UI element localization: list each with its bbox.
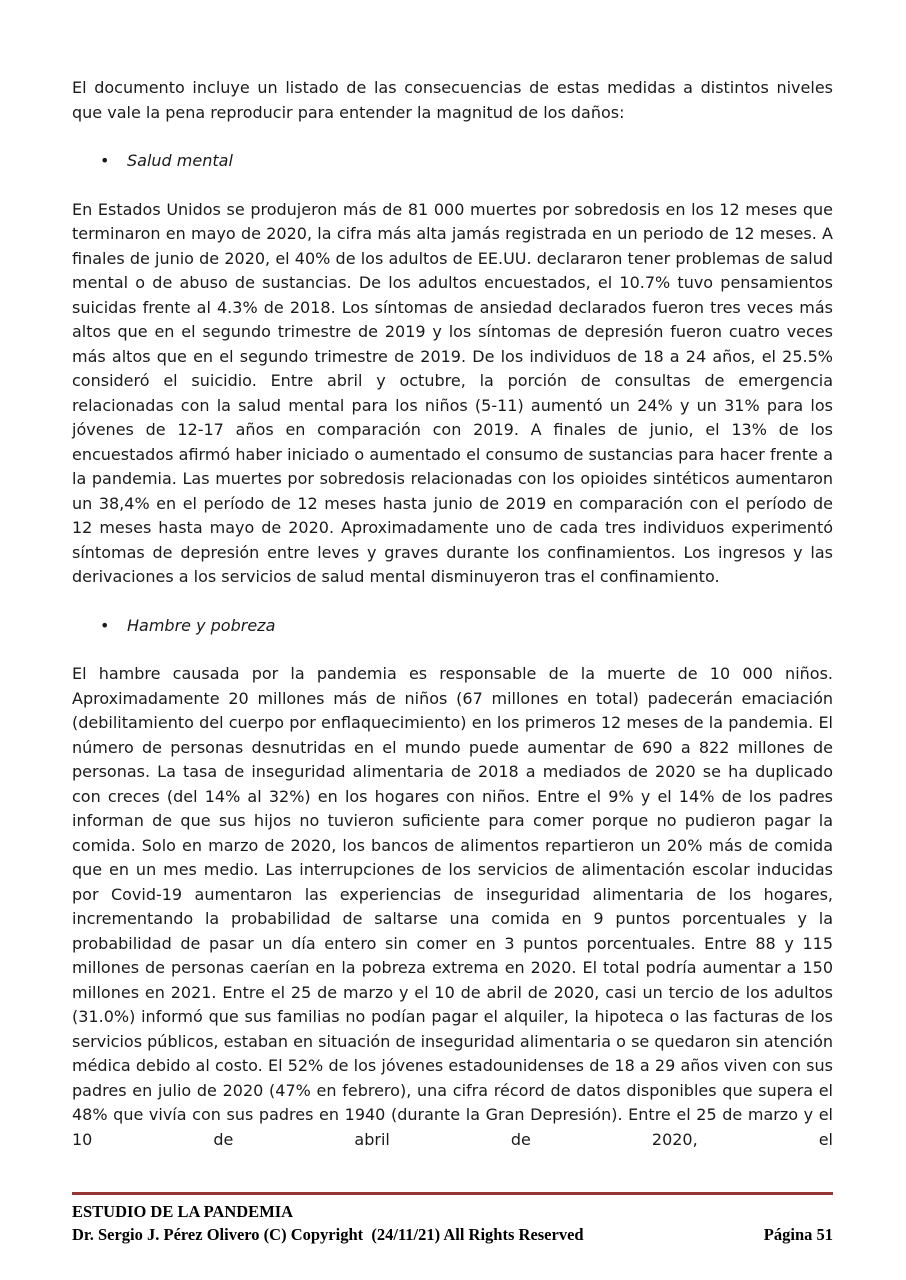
bullet-item-salud-mental: [72, 149, 833, 174]
footer-page-number: Página 51: [763, 1225, 833, 1244]
section-heading-salud-mental: Salud mental: [127, 151, 233, 170]
section-paragraph-hambre-y-pobreza: El hambre causada por la pandemia es responsable de la muerte de 10 000 niños. Aproximadamente 20 millones más de niños (67 millones en total) padecerán emaciación (debilitamiento del cuerpo por enflaquecimiento) en los primeros 12 meses de la pandemia. El número de personas desnutridas en el mundo puede aumentar de 690 a 822 millones de personas. La tasa de inseguridad alimentaria de 2018 a mediados de 2020 se ha duplicado con creces (del 14% al 32%) en los hogares con niños. Entre el 9% y el 14% de los padres informan de que sus hijos no tuvieron suficiente para comer porque no pudieron pagar la comida. Solo en marzo de 2020, los bancos de alimentos repartieron un 20% más de comida que en un mes medio. Las interrupciones de los servicios de alimentación escolar inducidas por Covid-19 aumentaron las experiencias de inseguridad alimentaria de los hogares, incrementando la probabilidad de saltarse una comida en 9 puntos porcentuales y la probabilidad de pasar un día entero sin comer en 3 puntos porcentuales. Entre 88 y 115 millones de personas caerían en la pobreza extrema en 2020. El total podría aumentar a 150 millones en 2021. Entre el 25 de marzo y el 10 de abril de 2020, casi un tercio de los adultos (31.0%) informó que sus familias no podían pagar el alquiler, la hipoteca o las facturas de los servicios públicos, estaban en situación de inseguridad alimentaria o se quedaron sin atención médica debido al costo. El 52% de los jóvenes estadounidenses de 18 a 29 años viven con sus padres en julio de 2020 (47% en febrero), una cifra récord de datos disponibles que supera el 48% que vivía con sus padres en 1940 (durante la Gran Depresión). Entre el 25 de marzo y el 10 de abril de 2020, el: [72, 664, 833, 1149]
section-paragraph-salud-mental: En Estados Unidos se produjeron más de 81 000 muertes por sobredosis en los 12 meses que terminaron en mayo de 2020, la cifra más alta jamás registrada en un periodo de 12 meses. A finales de junio de 2020, el 40% de los adultos de EE.UU. declararon tener problemas de salud mental o de abuso de sustancias. De los adultos encuestados, el 10.7% tuvo pensamientos suicidas frente al 4.3% de 2018. Los síntomas de ansiedad declarados fueron tres veces más altos que en el segundo trimestre de 2019 y los síntomas de depresión fueron cuatro veces más altos que en el segundo trimestre de 2019. De los individuos de 18 a 24 años, el 25.5% consideró el suicidio. Entre abril y octubre, la porción de consultas de emergencia relacionadas con la salud mental para los niños (5-11) aumentó un 24% y un 31% para los jóvenes de 12-17 años en comparación con 2019. A finales de junio, el 13% de los encuestados afirmó haber iniciado o aumentado el consumo de sustancias para hacer frente a la pandemia. Las muertes por sobredosis relacionadas con los opioides sintéticos aumentaron un 38,4% en el período de 12 meses hasta junio de 2019 en comparación con el período de 12 meses hasta mayo de 2020. Aproximadamente uno de cada tres individuos experimentó síntomas de depresión entre leves y graves durante los confinamientos. Los ingresos y las derivaciones a los servicios de salud mental disminuyeron tras el confinamiento.: [72, 199, 833, 586]
footer-rule: [72, 1192, 833, 1195]
intro-paragraph: El documento incluye un listado de las consecuencias de estas medidas a distintos niveles que vale la pena reproducir para entender la magnitud de los daños:: [72, 78, 833, 122]
footer-row: [72, 1223, 833, 1246]
bullet-icon: •: [100, 151, 110, 170]
bullet-icon: •: [100, 615, 110, 635]
document-content: [72, 76, 833, 1176]
page-footer: [72, 1192, 833, 1246]
section-heading-hambre-y-pobreza: Hambre y pobreza: [127, 615, 276, 635]
footer-title: ESTUDIO DE LA PANDEMIA: [72, 1202, 294, 1221]
footer-copyright: Dr. Sergio J. Pérez Olivero (C) Copyright (24/11/21) All Rights Reserved: [72, 1225, 584, 1244]
bullet-item-hambre-y-pobreza: [72, 614, 833, 639]
